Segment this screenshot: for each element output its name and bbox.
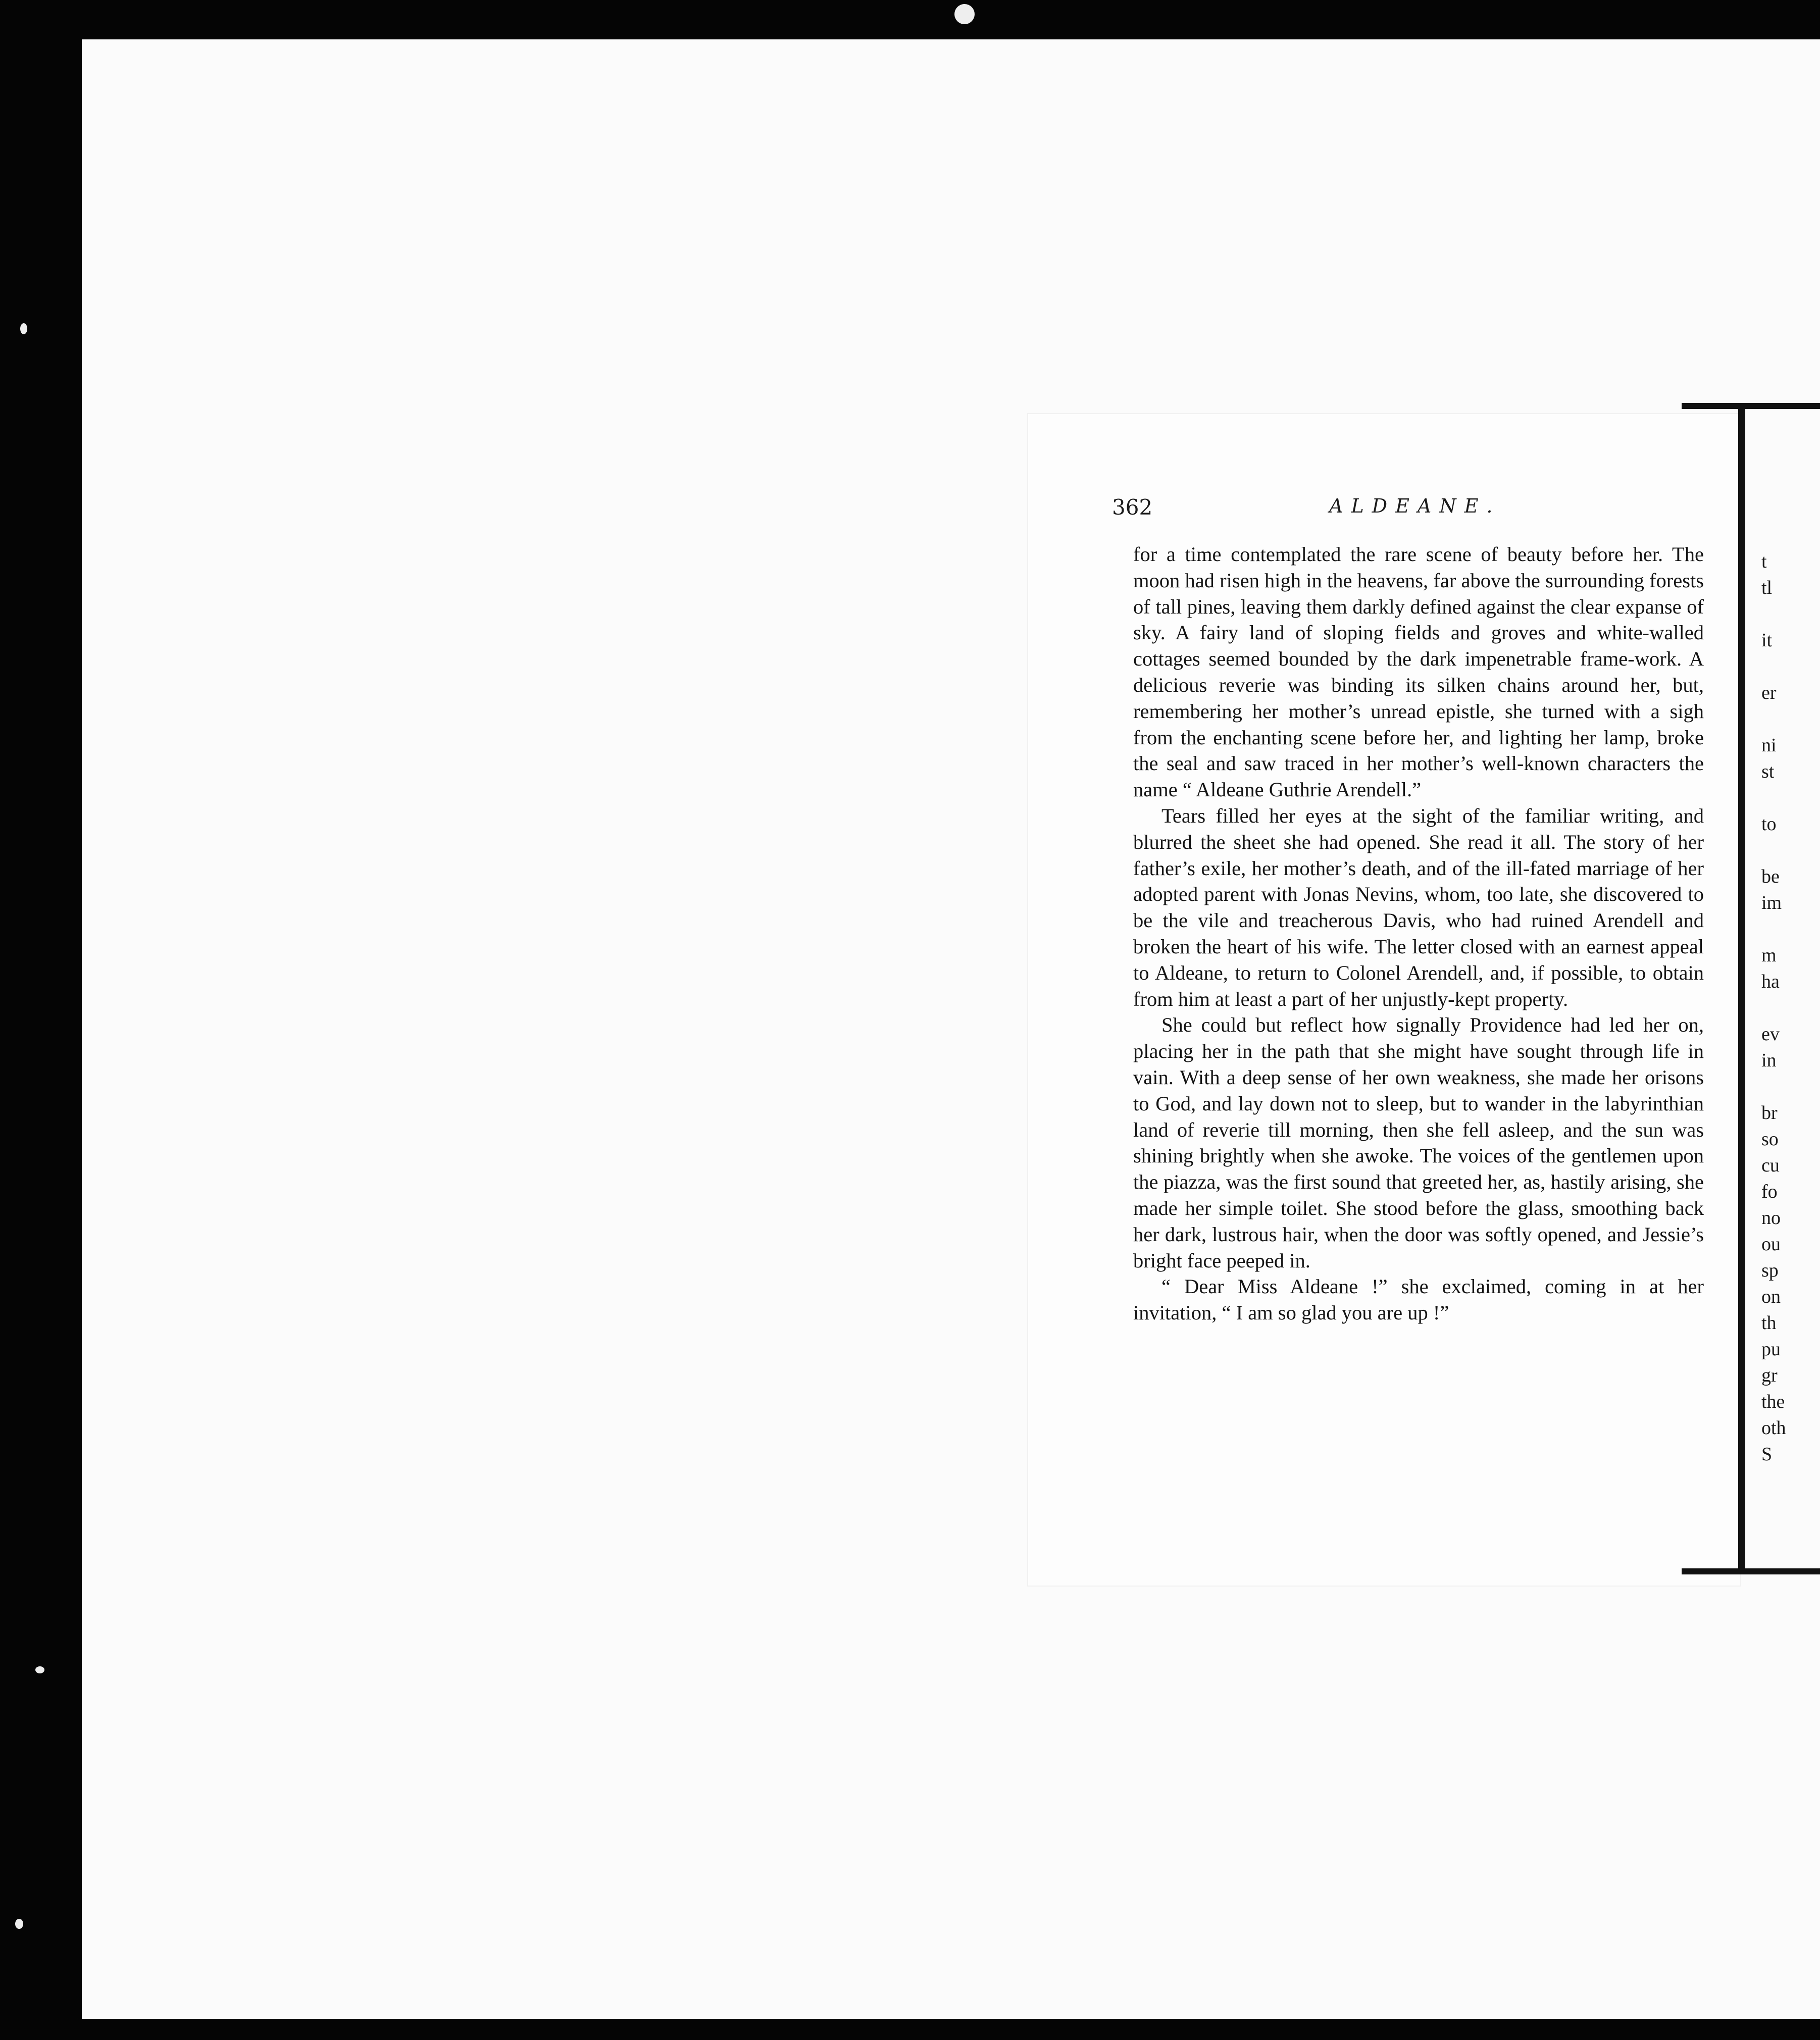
page-body	[1133, 541, 1704, 1326]
film-speck	[954, 4, 975, 24]
facing-page-fragment: in	[1761, 1050, 1777, 1071]
facing-page-fragment: sp	[1761, 1260, 1779, 1281]
facing-page-fragment: fo	[1761, 1181, 1778, 1202]
paragraph: She could but reflect how signally Providence had led her on, placing her in the path that she might have sought through life in vain. With a deep sense of her own weakness, she made her orisons to God, and lay down not to sleep, but to wander in the labyrinthian land of reverie till morning, then she fell asleep, and the sun was shining brightly when she awoke. The voices of the gentlemen upon the piazza, was the first sound that greeted her, as, hastily arising, she made her simple toilet. She stood before the glass, smoothing back her dark, lustrous hair, when the door was softly opened, and Jessie’s bright face peeped in.	[1133, 1013, 1704, 1272]
facing-page-fragment: be	[1761, 866, 1780, 887]
facing-page-fragment: so	[1761, 1129, 1779, 1150]
facing-page-fragment: ou	[1761, 1234, 1781, 1255]
film-speck	[20, 323, 27, 334]
bracket-stem	[1738, 406, 1745, 1570]
facing-page-fragment: no	[1761, 1207, 1781, 1229]
running-title: ALDEANE.	[1329, 495, 1501, 517]
facing-page-fragment: th	[1761, 1312, 1777, 1334]
facing-page-fragment: st	[1761, 761, 1775, 782]
facing-page-fragment: im	[1761, 892, 1782, 913]
bracket-top-cap	[1682, 403, 1820, 409]
facing-page-fragment: tl	[1761, 577, 1773, 598]
facing-page-fragment: br	[1761, 1102, 1778, 1124]
facing-page-fragment: on	[1761, 1286, 1781, 1307]
facing-page-fragment: the	[1761, 1391, 1785, 1412]
paragraph: “ Dear Miss Aldeane !” she exclaimed, coming in at her invitation, “ I am so glad you are up !”	[1133, 1275, 1704, 1324]
running-head	[1112, 495, 1707, 525]
facing-page-fragment: pu	[1761, 1339, 1781, 1360]
bracket-bottom-cap	[1682, 1568, 1820, 1574]
facing-page-fragment: ha	[1761, 971, 1780, 992]
facing-page-fragment: it	[1761, 630, 1773, 651]
page-bracket-marker	[1682, 394, 1820, 1586]
facing-page-fragment: cu	[1761, 1155, 1780, 1176]
facing-page-fragment: t	[1761, 551, 1767, 572]
facing-page-fragment: m	[1761, 945, 1777, 966]
facing-page-fragment: er	[1761, 682, 1777, 703]
facing-page-fragment: ni	[1761, 735, 1777, 756]
facing-page-fragment: gr	[1761, 1365, 1778, 1386]
film-speck	[35, 1666, 44, 1673]
paragraph: for a time contemplated the rare scene of beauty before her. The moon had risen high in the heavens, far above the surrounding forests of tall pines, leaving them darkly defined against the clear expanse of sky. A fairy land of sloping fields and groves and white-walled cottages seemed bounded by the dark impenetrable frame-work. A delicious reverie was binding its silken chains around her, but, remembering her mother’s unread epistle, she turned with a sigh from the enchanting scene before her, and lighting her lamp, broke the seal and saw traced in her mother’s well-known characters the name “ Aldeane Guthrie Arendell.”	[1133, 543, 1704, 801]
page-number: 362	[1112, 495, 1153, 520]
facing-page-fragment: S	[1761, 1444, 1773, 1465]
facing-page-fragment: oth	[1761, 1417, 1786, 1439]
facing-page-fragment: ev	[1761, 1024, 1780, 1045]
film-speck	[15, 1919, 23, 1929]
paragraph: Tears filled her eyes at the sight of the familiar writing, and blurred the sheet she had opened. She read it all. The story of her father’s exile, her mother’s death, and of the ill-fated marriage of her adopted parent with Jonas Nevins, whom, too late, she discovered to be the vile and treacherous Davis, who had ruined Arendell and broken the heart of his wife. The letter closed with an earnest appeal to Aldeane, to return to Colonel Arendell, and, if possible, to obtain from him at least a part of her unjustly-kept property.	[1133, 804, 1704, 1010]
facing-page-fragment: to	[1761, 813, 1777, 835]
